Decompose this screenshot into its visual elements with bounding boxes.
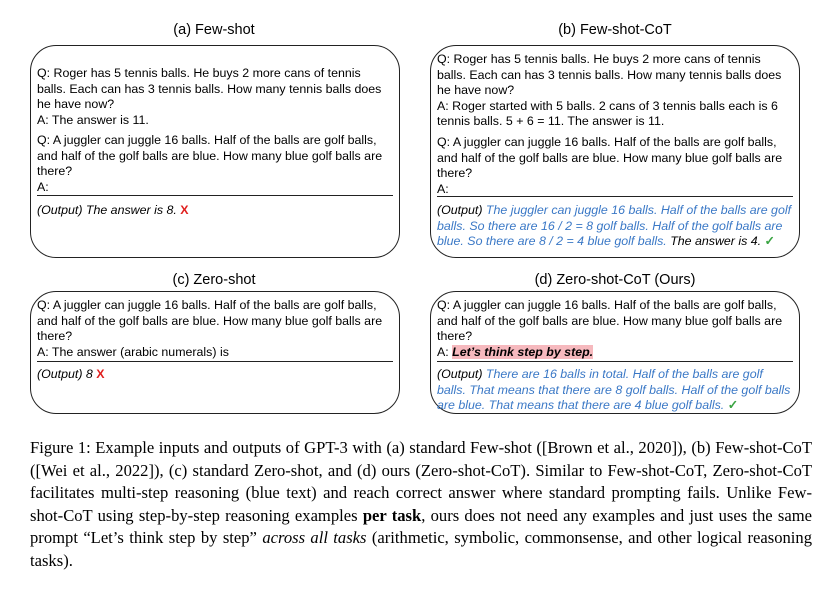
figure-caption [30,437,812,572]
caption-bold: per task [362,505,422,525]
caption-text-2: , ours does not need any examples and just uses the same prompt “Let’s think step by step” [30,505,812,547]
panel-b-box [430,45,800,258]
panel-a-example-question: Q: Roger has 5 tennis balls. He buys 2 more cans of tennis balls. Each can has 3 tennis balls. How many tennis balls does he have now? [37,66,382,111]
caption-text-1: Figure 1: Example inputs and outputs of GPT-3 with (a) standard Few-shot ([Brown et al., 2020]), (b) Few-shot-CoT ([Wei et al., 2022]), (c) standard Zero-shot, and (d) ours (Zero-shot-CoT). Similar to Few-shot-CoT, Zero-shot-CoT facilitates multi-step reasoning (blue text) and reach correct answer where standard prompting fails. Unlike Few-shot-CoT using step-by-step reasoning examples [30,438,812,525]
panel-a-question: Q: A juggler can juggle 16 balls. Half of the balls are golf balls, and half of the golf balls are blue. How many blue golf balls are there? [37,133,383,178]
panel-c-divider [37,361,393,362]
panel-d-box [430,291,800,414]
panel-b-correct-mark: ✓ [764,234,775,248]
panel-c-output: (Output) 8 [37,367,93,381]
panel-b-question: Q: A juggler can juggle 16 balls. Half of the balls are golf balls, and half of the golf balls are blue. How many blue golf balls are there? [437,135,783,180]
panel-d-answer-prefix: A: [437,344,449,359]
caption-text-3: (arithmetic, symbolic, commonsense, and other logical reasoning tasks). [30,528,812,570]
panel-a-example-answer: A: The answer is 11. [37,112,149,127]
panel-d-correct-mark: ✓ [727,398,739,412]
panel-c-answer-prefix: A: The answer (arabic numerals) is [37,344,229,359]
panel-b-title: (b) Few-shot-CoT [558,22,672,38]
panel-b-output-reasoning: The juggler can juggle 16 balls. Half of the balls are golf balls. So there are 16 / 2 = 8 golf balls. Half of the golf balls are blue. So there are 8 / 2 = 4 blue golf balls. [437,203,792,248]
panel-d-output-label: (Output) [437,367,483,381]
panel-d-title: (d) Zero-shot-CoT (Ours) [534,272,696,288]
panel-c-wrong-mark: X [96,367,105,381]
panel-b-example-question: Q: Roger has 5 tennis balls. He buys 2 more cans of tennis balls. Each can has 3 tennis balls. How many tennis balls does he have now? [437,52,782,97]
panel-d-output-reasoning: There are 16 balls in total. Half of the balls are golf balls. That means that there are 8 golf balls. Half of the golf balls are blue. That means that there are 4 blue golf balls. [437,367,791,412]
panel-b-example-answer: A: Roger started with 5 balls. 2 cans of 3 tennis balls each is 6 tennis balls. 5 + 6 = 11. The answer is 11. [437,98,778,128]
panel-d-divider [437,361,793,362]
panel-d-trigger-phrase: Let’s think step by step. [452,344,594,359]
panel-c-question: Q: A juggler can juggle 16 balls. Half of the balls are golf balls, and half of the golf balls are blue. How many blue golf balls are there? [37,298,383,343]
panel-a-answer-prefix: A: [37,179,49,194]
panel-d-question: Q: A juggler can juggle 16 balls. Half of the balls are golf balls, and half of the golf balls are blue. How many blue golf balls are there? [437,298,783,343]
panel-b-output-answer: The answer is 4. [670,234,762,248]
panel-c-box [30,291,400,414]
panel-b-divider [437,196,793,197]
caption-italic: across all tasks [262,528,367,547]
panel-a-divider [37,195,393,196]
panel-a-wrong-mark: X [180,203,189,217]
panel-a-box [30,45,400,258]
panel-a-title: (a) Few-shot [173,22,255,38]
panel-a-output: (Output) The answer is 8. [37,203,177,217]
panel-b-output-label: (Output) [437,203,483,217]
panel-c-title: (c) Zero-shot [172,272,256,288]
panel-b-answer-prefix: A: [437,181,449,196]
